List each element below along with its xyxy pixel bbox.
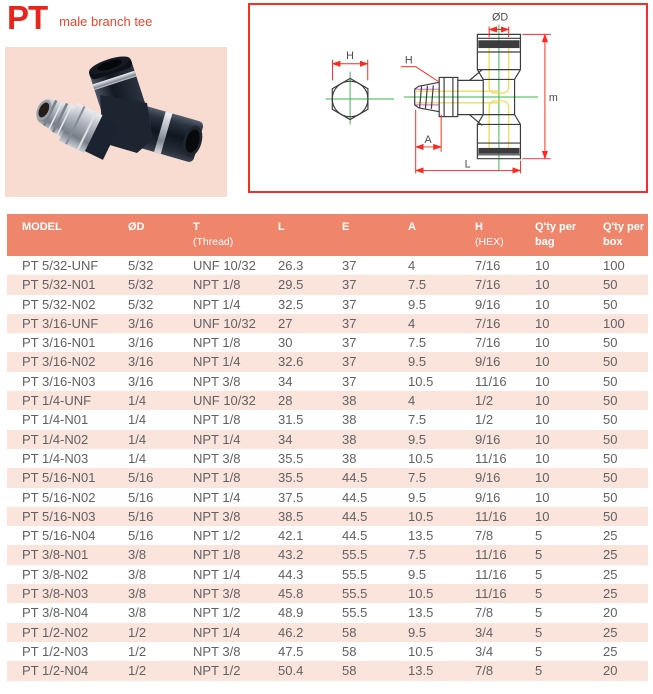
cell: 34 — [263, 430, 327, 449]
cell: PT 5/32-N02 — [22, 296, 96, 312]
cell: 9/16 — [460, 352, 520, 371]
cell: 5 — [520, 545, 588, 564]
cell: 13.5 — [408, 528, 434, 544]
cell: 3/8 — [128, 566, 147, 582]
table-row — [7, 507, 648, 526]
cell: 55.5 — [342, 605, 368, 621]
cell: 37.5 — [278, 489, 304, 505]
cell: 11/16 — [460, 507, 520, 526]
cell: 25 — [588, 545, 648, 564]
table-row — [7, 275, 648, 294]
cell: PT 5/16-N03 — [7, 507, 113, 526]
column-header: E — [327, 214, 393, 256]
cell: PT 3/8-N01 — [7, 545, 113, 564]
column-header: A — [393, 214, 460, 256]
cell: 11/16 — [460, 545, 520, 564]
table-row — [7, 468, 648, 487]
cell: 38 — [342, 412, 357, 428]
table-row — [7, 661, 648, 680]
cell: 4 — [393, 314, 460, 333]
cell: 100 — [603, 258, 625, 273]
cell: 3/8 — [128, 605, 147, 621]
cell: 7/8 — [460, 661, 520, 680]
table-row — [7, 488, 648, 507]
cell: 10.5 — [408, 643, 434, 659]
cell: 25 — [603, 643, 618, 659]
cell: NPT 1/2 — [193, 528, 241, 544]
cell: 44.5 — [342, 528, 368, 544]
cell: 27 — [263, 314, 327, 333]
dim-label-hex-top: H — [346, 49, 354, 62]
cell: 5 — [535, 528, 543, 544]
cell: 5 — [535, 566, 543, 582]
cell: NPT 1/8 — [178, 275, 263, 294]
cell: 37 — [327, 275, 393, 294]
cell: 9.5 — [393, 623, 460, 642]
cell: 29.5 — [263, 275, 327, 294]
cell: 55.5 — [327, 545, 393, 564]
cell: 9/16 — [475, 296, 501, 312]
cell: 9/16 — [460, 468, 520, 487]
cell: 25 — [588, 623, 648, 642]
cell: UNF 10/32 — [193, 258, 256, 273]
cell: NPT 1/2 — [193, 605, 241, 621]
cell: 10 — [520, 314, 588, 333]
cell: NPT 1/8 — [193, 335, 241, 351]
cell: 10 — [535, 335, 550, 351]
cell: 25 — [588, 584, 648, 603]
cell: NPT 1/2 — [178, 661, 263, 680]
cell: 20 — [603, 605, 618, 621]
cell: 50 — [588, 391, 648, 410]
cell: 10 — [535, 412, 550, 428]
cell: UNF 10/32 — [178, 391, 263, 410]
cell: 44.5 — [327, 507, 393, 526]
cell: PT 3/16-N03 — [22, 373, 96, 389]
cell: 7/16 — [460, 314, 520, 333]
cell: 44.3 — [278, 566, 304, 582]
cell: 5/32 — [113, 275, 178, 294]
cell: 1/2 — [113, 661, 178, 680]
cell: 3/4 — [475, 643, 494, 659]
table-row — [7, 526, 648, 545]
cell: 100 — [588, 314, 648, 333]
cell: 1/2 — [460, 391, 520, 410]
cell: 3/16 — [128, 335, 154, 351]
cell: 37 — [342, 335, 357, 351]
cell: 5 — [535, 643, 543, 659]
cell: NPT 3/8 — [193, 643, 241, 659]
cell: 10 — [535, 296, 550, 312]
column-header: Q'ty per bag — [520, 214, 588, 256]
cell: 28 — [263, 391, 327, 410]
cell: 10 — [535, 258, 550, 273]
cell: 7/8 — [475, 605, 494, 621]
column-header: T (Thread) — [178, 214, 263, 256]
cell: 1/4 — [128, 450, 147, 466]
cell: NPT 1/8 — [178, 468, 263, 487]
cell: 7.5 — [408, 335, 427, 351]
cell: PT 5/32-N01 — [7, 275, 113, 294]
table-row — [7, 314, 648, 333]
cell: 50 — [588, 507, 648, 526]
cell: 58 — [327, 623, 393, 642]
cell: 13.5 — [393, 661, 460, 680]
cell: NPT 3/8 — [193, 450, 241, 466]
table-row — [7, 449, 648, 468]
cell: 9/16 — [460, 430, 520, 449]
cell: 44.5 — [342, 489, 368, 505]
cell: 10.5 — [408, 450, 434, 466]
cell: NPT 3/8 — [178, 584, 263, 603]
cell: PT 1/2-N02 — [7, 623, 113, 642]
cell: 25 — [603, 528, 618, 544]
cell: 10 — [535, 373, 550, 389]
product-photo-illustration — [5, 47, 227, 197]
table-row — [7, 256, 648, 275]
column-header: Q'ty per box — [588, 214, 648, 256]
cell: 5/32 — [128, 296, 154, 312]
cell: 7/16 — [475, 335, 501, 351]
spec-table — [7, 214, 648, 681]
dim-label-hex-leader: H — [404, 54, 413, 67]
cell: 11/16 — [475, 450, 507, 466]
table-row — [7, 352, 648, 371]
page-subtitle: male branch tee — [59, 14, 153, 29]
technical-drawing — [248, 3, 648, 193]
cell: 31.5 — [278, 412, 304, 428]
cell: 37 — [342, 258, 357, 273]
cell: 11/16 — [460, 584, 520, 603]
cell: 50 — [588, 468, 648, 487]
cell: 55.5 — [342, 566, 368, 582]
cell: PT 1/4-N02 — [7, 430, 113, 449]
cell: 3/8 — [113, 584, 178, 603]
page-header — [7, 0, 152, 36]
cell: 50 — [603, 450, 618, 466]
cell: NPT 1/8 — [193, 412, 241, 428]
cell: NPT 1/4 — [178, 352, 263, 371]
cell: PT 5/32-UNF — [22, 258, 99, 273]
cell: NPT 1/8 — [178, 545, 263, 564]
cell: 9.5 — [393, 352, 460, 371]
cell: 3/8 — [113, 545, 178, 564]
cell: 25 — [603, 566, 618, 582]
table-row — [7, 295, 648, 314]
cell: 7.5 — [393, 468, 460, 487]
cell: 13.5 — [408, 605, 434, 621]
cell: 50 — [603, 412, 618, 428]
cell: 1/2 — [128, 643, 147, 659]
cell: 5/16 — [113, 507, 178, 526]
cell: 38 — [327, 391, 393, 410]
cell: PT 1/4-N01 — [22, 412, 89, 428]
cell: 11/16 — [475, 373, 507, 389]
cell: 47.5 — [278, 643, 304, 659]
cell: 32.5 — [278, 296, 304, 312]
cell: 1/4 — [113, 430, 178, 449]
cell: 50 — [588, 275, 648, 294]
cell: 9.5 — [408, 566, 427, 582]
cell: 3/16 — [128, 373, 154, 389]
table-row — [7, 584, 648, 603]
cell: 7/8 — [475, 528, 494, 544]
cell: 1/2 — [113, 623, 178, 642]
cell: 1/2 — [475, 412, 494, 428]
cell: 50 — [588, 352, 648, 371]
cell: 50 — [603, 335, 618, 351]
dim-label-od: ØD — [492, 11, 509, 24]
cell: PT 3/16-UNF — [7, 314, 113, 333]
cell: 3/16 — [113, 352, 178, 371]
cell: 20 — [588, 661, 648, 680]
cell: 46.2 — [263, 623, 327, 642]
cell: 50.4 — [263, 661, 327, 680]
cell: 48.9 — [278, 605, 304, 621]
spec-table-head — [7, 214, 648, 256]
cell: 9.5 — [408, 489, 427, 505]
cell: 5/32 — [128, 258, 154, 273]
cell: 5 — [520, 584, 588, 603]
cell: 5/16 — [113, 468, 178, 487]
cell: 10.5 — [408, 373, 434, 389]
cell: 37 — [342, 373, 357, 389]
cell: PT 3/8-N02 — [22, 566, 89, 582]
page-title: PT — [7, 0, 48, 36]
cell: 7.5 — [393, 545, 460, 564]
cell: 37 — [327, 352, 393, 371]
cell: 35.5 — [278, 450, 304, 466]
cell: NPT 1/4 — [193, 489, 241, 505]
cell: 10 — [520, 430, 588, 449]
table-row — [7, 430, 648, 449]
cell: PT 1/2-N03 — [22, 643, 89, 659]
cell: 35.5 — [263, 468, 327, 487]
column-header: MODEL — [7, 214, 113, 256]
cell: 9.5 — [408, 296, 427, 312]
cell: NPT 3/8 — [193, 373, 241, 389]
table-row — [7, 603, 648, 622]
table-row — [7, 372, 648, 391]
cell: 30 — [278, 335, 293, 351]
cell: NPT 1/4 — [178, 430, 263, 449]
cell: 10 — [520, 468, 588, 487]
cell: 10 — [535, 489, 550, 505]
table-row — [7, 565, 648, 584]
cell: 5 — [520, 661, 588, 680]
cell: 10.5 — [393, 584, 460, 603]
table-row — [7, 642, 648, 661]
cell: 10.5 — [393, 507, 460, 526]
cell: NPT 3/8 — [178, 507, 263, 526]
cell: 45.8 — [263, 584, 327, 603]
cell: NPT 1/4 — [193, 566, 241, 582]
cell: 10 — [520, 275, 588, 294]
cell: 11/16 — [475, 566, 507, 582]
cell: UNF 10/32 — [178, 314, 263, 333]
table-row — [7, 623, 648, 642]
column-header: L — [263, 214, 327, 256]
cell: 10 — [520, 507, 588, 526]
cell: 26.3 — [278, 258, 304, 273]
cell: 37 — [342, 296, 357, 312]
cell: 10 — [520, 391, 588, 410]
cell: 37 — [327, 314, 393, 333]
cell: 10 — [535, 450, 550, 466]
dimension-diagram — [250, 5, 646, 191]
cell: 58 — [342, 643, 357, 659]
cell: 9/16 — [475, 489, 501, 505]
cell: PT 5/16-N02 — [22, 489, 96, 505]
dim-label-m: m — [548, 91, 558, 104]
table-row — [7, 545, 648, 564]
cell: 42.1 — [278, 528, 304, 544]
cell: 55.5 — [327, 584, 393, 603]
header-row — [7, 214, 648, 256]
cell: 43.2 — [263, 545, 327, 564]
table-row — [7, 410, 648, 429]
cell: 5 — [520, 623, 588, 642]
table-row — [7, 333, 648, 352]
cell: PT 5/16-N04 — [22, 528, 96, 544]
cell: 5/16 — [128, 489, 154, 505]
cell: 7/16 — [460, 275, 520, 294]
cell: 7/16 — [475, 258, 501, 273]
cell: 50 — [603, 489, 618, 505]
cell: 3/4 — [460, 623, 520, 642]
cell: 3/16 — [113, 314, 178, 333]
dim-label-l: L — [464, 158, 471, 171]
cell: 44.5 — [327, 468, 393, 487]
cell: 50 — [588, 430, 648, 449]
cell: 4 — [393, 391, 460, 410]
cell: 7.5 — [408, 412, 427, 428]
cell: 34 — [278, 373, 293, 389]
cell: NPT 1/4 — [178, 623, 263, 642]
dim-label-a: A — [424, 134, 432, 147]
cell: 1/4 — [113, 391, 178, 410]
cell: 32.6 — [263, 352, 327, 371]
cell: 38.5 — [263, 507, 327, 526]
cell: 9.5 — [393, 430, 460, 449]
column-header: ØD — [113, 214, 178, 256]
cell: 50 — [603, 373, 618, 389]
cell: 50 — [603, 296, 618, 312]
cell: PT 3/8-N03 — [7, 584, 113, 603]
cell: PT 1/4-UNF — [7, 391, 113, 410]
table-row — [7, 391, 648, 410]
cell: 5 — [535, 605, 543, 621]
cell: PT 3/16-N01 — [22, 335, 96, 351]
spec-table-body — [7, 256, 648, 681]
column-header: H (HEX) — [460, 214, 520, 256]
cell: 10 — [520, 352, 588, 371]
cell: 38 — [342, 450, 357, 466]
cell: 7.5 — [393, 275, 460, 294]
product-photo — [5, 47, 227, 197]
cell: 1/4 — [128, 412, 147, 428]
cell: 5/16 — [128, 528, 154, 544]
cell: 58 — [327, 661, 393, 680]
cell: 38 — [327, 430, 393, 449]
cell: PT 3/8-N04 — [22, 605, 89, 621]
cell: PT 3/16-N02 — [7, 352, 113, 371]
cell: PT 1/4-N03 — [22, 450, 89, 466]
cell: 4 — [408, 258, 416, 273]
cell: PT 5/16-N01 — [7, 468, 113, 487]
cell: NPT 1/4 — [193, 296, 241, 312]
cell: PT 1/2-N04 — [7, 661, 113, 680]
